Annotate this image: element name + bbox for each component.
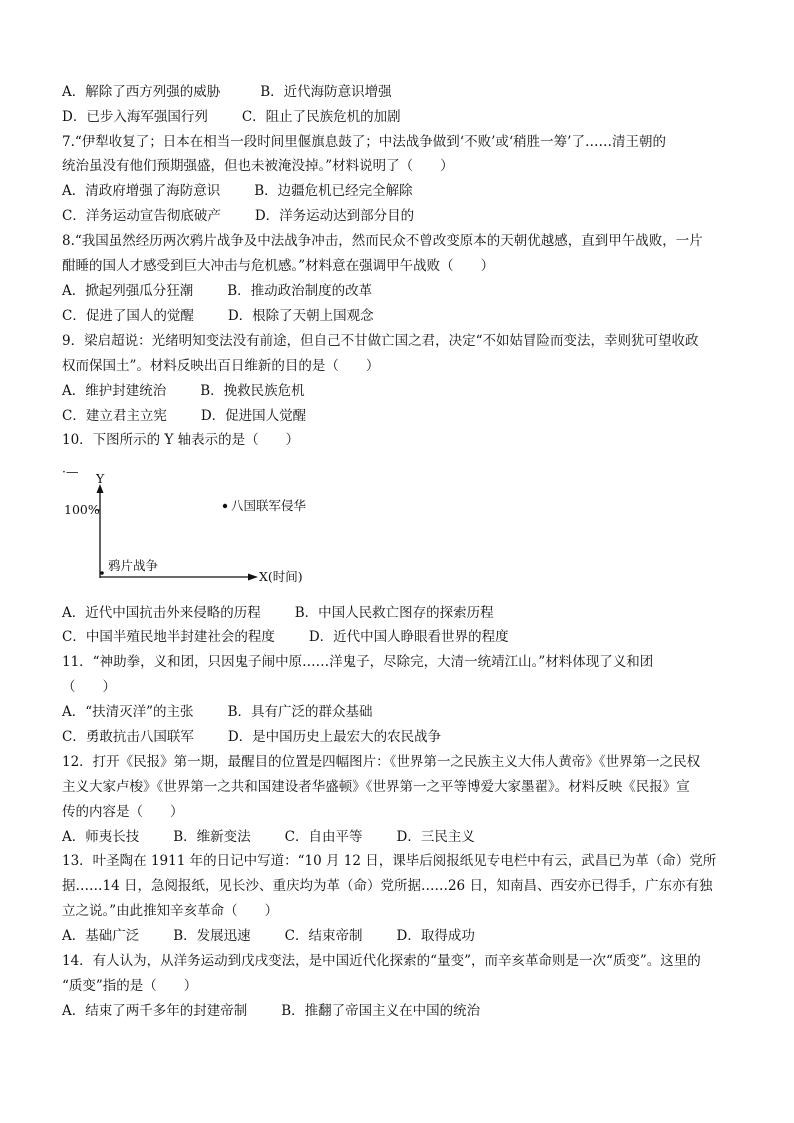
text-segment: A．掀起列强瓜分狂潮 bbox=[62, 283, 194, 299]
text-line bbox=[62, 235, 703, 249]
x-axis-arrow bbox=[248, 574, 258, 581]
text-line bbox=[62, 681, 116, 695]
text-line bbox=[62, 880, 712, 894]
text-line bbox=[62, 980, 197, 994]
text-line bbox=[62, 930, 475, 944]
event-point-label: 八国联军侵华 bbox=[231, 498, 307, 513]
text-segment: C．建立君主立宪 bbox=[62, 408, 167, 424]
text-segment: A．基础广泛 bbox=[62, 928, 140, 944]
text-segment: D．近代中国人睁眼看世界的程度 bbox=[308, 629, 509, 645]
text-line bbox=[62, 335, 699, 349]
text-segment: B．边疆危机已经完全解除 bbox=[254, 183, 413, 199]
text-line bbox=[62, 607, 494, 621]
text-line bbox=[62, 781, 690, 795]
text-line bbox=[62, 136, 666, 150]
x-axis-label: X(时间) bbox=[259, 569, 303, 584]
text-segment: D．根除了天朝上国观念 bbox=[227, 308, 374, 324]
text-segment: C．结束帝制 bbox=[284, 928, 363, 944]
event-point-marker bbox=[223, 504, 227, 508]
text-line bbox=[62, 410, 306, 424]
text-segment: A．解除了西方列强的威胁 bbox=[62, 84, 221, 100]
text-line bbox=[62, 706, 372, 720]
text-segment: 7.“伊犁收复了；日本在相当一段时间里偃旗息鼓了；中法战争做到‘不败’或‘稍胜一筹’了……清王朝的 bbox=[62, 134, 666, 150]
text-segment: 10．下图所示的 Y 轴表示的是（ ） bbox=[62, 432, 300, 448]
text-segment: A．近代中国抗击外来侵略的历程 bbox=[62, 605, 261, 621]
text-segment: 立之说。”由此推知辛亥革命（ ） bbox=[62, 903, 279, 919]
text-segment: B．发展迅速 bbox=[173, 928, 251, 944]
text-segment: C．中国半殖民地半封建社会的程度 bbox=[62, 629, 275, 645]
text-segment: 8.“我国虽然经历两次鸦片战争及中法战争冲击，然而民众不曾改变原本的天朝优越感，直到甲午战败，一片 bbox=[62, 233, 703, 249]
text-segment: A．清政府增强了海防意识 bbox=[62, 183, 221, 199]
text-line bbox=[62, 260, 494, 274]
text-segment: C．洋务运动宣告彻底破产 bbox=[62, 208, 221, 224]
text-segment: 酣睡的国人才感受到巨大冲击与危机感。”材料意在强调甲午战败（ ） bbox=[62, 258, 495, 274]
text-line bbox=[62, 1005, 480, 1019]
event-start-label: 鸦片战争 bbox=[108, 558, 159, 573]
y-axis-label: Y bbox=[96, 471, 105, 486]
text-segment: B．中国人民救亡图存的探索历程 bbox=[294, 605, 494, 621]
text-line bbox=[62, 111, 401, 125]
text-segment: C．促进了国人的觉醒 bbox=[62, 308, 194, 324]
text-segment: A．维护封建统治 bbox=[62, 383, 167, 399]
text-segment: 传的内容是（ ） bbox=[62, 804, 184, 820]
text-segment: B．推动政治制度的改革 bbox=[227, 283, 373, 299]
text-segment: D．是中国历史上最宏大的农民战争 bbox=[227, 729, 442, 745]
figure-svg bbox=[62, 466, 322, 596]
text-line bbox=[62, 86, 392, 100]
text-segment: “质变”指的是（ ） bbox=[62, 978, 198, 994]
y-tick-label: 100% bbox=[64, 502, 100, 517]
text-line bbox=[62, 310, 374, 324]
text-segment: C．勇敢抗击八国联军 bbox=[62, 729, 194, 745]
text-line bbox=[62, 185, 413, 199]
text-segment: B．挽救民族危机 bbox=[200, 383, 305, 399]
text-line bbox=[62, 756, 700, 770]
text-segment: 9．梁启超说：光绪明知变法没有前途，但自己不甘做亡国之君，决定“不如姑冒险而变法，幸则犹可望收政 bbox=[62, 333, 699, 349]
text-line bbox=[62, 806, 184, 820]
text-segment: C．自由平等 bbox=[284, 829, 363, 845]
text-segment: 主义大家卢梭》《世界第一之共和国建设者华盛顿》《世界第一之平等博爱大家墨翟》。材料反映《民报》宣 bbox=[62, 779, 690, 795]
event-start-point bbox=[100, 571, 104, 575]
text-segment: 13．叶圣陶在 1911 年的日记中写道：“10 月 12 日，课毕后阅报纸见专电栏中有云，武昌已为革（命）党所 bbox=[62, 853, 717, 869]
text-segment: D．三民主义 bbox=[396, 829, 475, 845]
text-segment: C．阻止了民族危机的加剧 bbox=[241, 109, 401, 125]
text-line bbox=[62, 160, 454, 174]
text-segment: A．“扶清灭洋”的主张 bbox=[62, 704, 194, 720]
text-segment: B．具有广泛的群众基础 bbox=[227, 704, 373, 720]
text-segment: D．取得成功 bbox=[396, 928, 475, 944]
text-segment: 12．打开《民报》第一期，最醒目的位置是四幅图片：《世界第一之民族主义大伟人黄帝》《世界第一之民权 bbox=[62, 754, 701, 770]
text-segment: D．洋务运动达到部分目的 bbox=[254, 208, 415, 224]
corner-mark: ·— bbox=[62, 466, 79, 479]
text-segment: 权而保国土”。材料反映出百日维新的目的是（ ） bbox=[62, 358, 380, 374]
text-segment: D．促进国人觉醒 bbox=[200, 408, 307, 424]
text-line bbox=[62, 631, 509, 645]
text-segment: B．维新变法 bbox=[173, 829, 251, 845]
text-segment: B．推翻了帝国主义在中国的统治 bbox=[281, 1003, 481, 1019]
text-segment: 11．“神助拳，义和团，只因鬼子闹中原……洋鬼子，尽除完，大清一统靖江山。”材料体现了义和团 bbox=[62, 654, 654, 670]
text-line bbox=[62, 385, 305, 399]
text-segment: A．师夷长技 bbox=[62, 829, 140, 845]
text-line bbox=[62, 905, 278, 919]
text-segment: 14．有人认为，从洋务运动到戊戌变法，是中国近代化探索的“量变”，而辛亥革命则是一次“质变”。这里的 bbox=[62, 953, 701, 969]
text-line bbox=[62, 731, 441, 745]
text-segment: 据……14 日，急阅报纸，见长沙、重庆均为革（命）党所据……26 日，知南昌、西安亦已得手，广东亦有独 bbox=[62, 878, 713, 894]
text-segment: 统治虽没有他们预期强盛，但也未被淹没掉。”材料说明了（ ） bbox=[62, 158, 454, 174]
text-line bbox=[62, 285, 372, 299]
text-segment: B．近代海防意识增强 bbox=[260, 84, 392, 100]
text-line bbox=[62, 955, 701, 969]
text-segment: D．已步入海军强国行列 bbox=[62, 109, 208, 125]
text-line bbox=[62, 210, 414, 224]
text-line bbox=[62, 656, 653, 670]
text-line bbox=[62, 434, 299, 448]
text-segment: A．结束了两千多年的封建帝制 bbox=[62, 1003, 248, 1019]
text-line bbox=[62, 831, 475, 845]
text-segment: （ ） bbox=[62, 679, 116, 695]
text-line bbox=[62, 855, 716, 869]
y-axis-figure bbox=[62, 466, 322, 596]
text-line bbox=[62, 360, 379, 374]
